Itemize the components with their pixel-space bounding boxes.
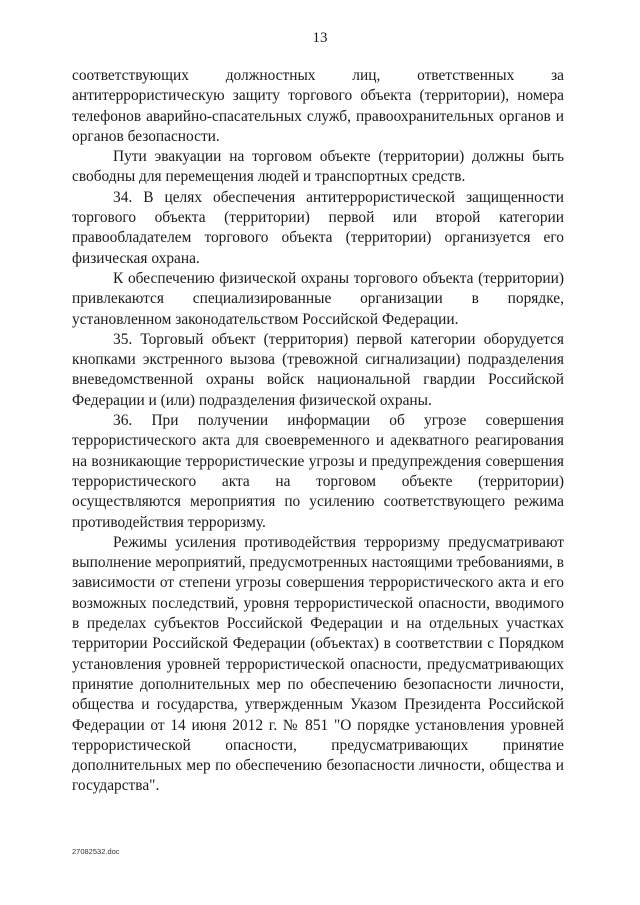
paragraph-36: 36. При получении информации об угрозе совершения террористического акта для своевременного и адекватного реагирования на возникающие террористические угрозы и предупреждения совершения террористического акта на торговом объекте (территории) осуществляются мероприятия по усилению соответствующего режима противодействия терроризму. [72, 412, 564, 531]
document-body [72, 66, 564, 797]
footer-file-code: 27082532.doc [72, 847, 120, 856]
paragraph-evacuation-routes: Пути эвакуации на торговом объекте (территории) должны быть свободны для перемещения людей и транспортных средств. [72, 148, 564, 186]
paragraph-34: 34. В целях обеспечения антитеррористической защищенности торгового объекта (территории) первой или второй категории правообладателем торгового объекта (территории) организуется его физическая охрана. [72, 188, 564, 267]
page-number: 13 [312, 30, 328, 46]
paragraph-physical-guard: К обеспечению физической охраны торгового объекта (территории) привлекаются специализированные организации в порядке, установленном законодательством Российской Федерации. [72, 269, 564, 328]
paragraph-continuation: соответствующих должностных лиц, ответственных за антитеррористическую защиту торгового объекта (территории), номера телефонов аварийно-спасательных служб, правоохранительных органов и органов безопасности. [72, 67, 564, 145]
paragraph-regimes: Режимы усиления противодействия терроризму предусматривают выполнение мероприятий, предусмотренных настоящими требованиями, в зависимости от степени угрозы совершения террористического акта и его возможных последствий, уровня террористической опасности, вводимого в пределах субъектов Российской Федерации и на отдельных участках территории Российской Федерации (объектах) в соответствии с Порядком установления уровней террористической опасности, предусматривающих принятие дополнительных мер по обеспечению безопасности личности, общества и государства, утвержденным Указом Президента Российской Федерации от 14 июня 2012 г. № 851 "О порядке установления уровней террористической опасности, предусматривающих принятие дополнительных мер по обеспечению безопасности личности, общества и государства". [72, 533, 564, 795]
paragraph-35: 35. Торговый объект (территория) первой категории оборудуется кнопками экстренного вызова (тревожной сигнализации) подразделения вневедомственной охраны войск национальной гвардии Российской Федерации и (или) подразделения физической охраны. [72, 330, 564, 409]
